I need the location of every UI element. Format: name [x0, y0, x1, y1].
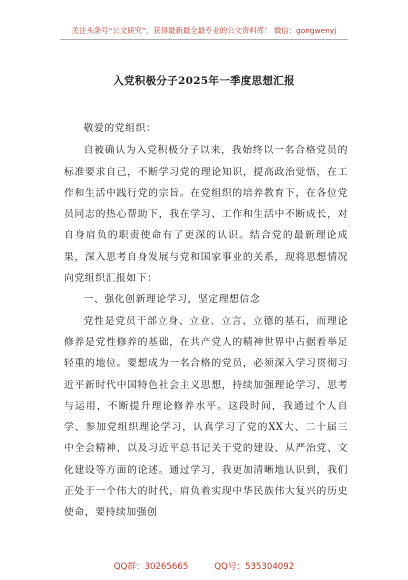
- section-paragraph: 党性是党员干部立身、立业、立言、立德的基石，而理论修养是党性修养的基础，在共产党人的精神世界中占据着举足轻重的地位。要想成为一名合格的党员，必须深入学习贯彻习近平新时代中国特色社会主义思想，持续加强理论学习、思考与运用，不断提升理论修养水平。这段时间，我通过个人自学、参加党组织理论学习，认真学习了党的XX大、二十届三中全会精神，以及习近平总书记关于党的建设、从严治党、文化建设等方面的论述。通过学习，我更加清晰地认识到，我们正处于一个伟大的时代，肩负着实现中华民族伟大复兴的历史使命，要持续加强创: [64, 315, 348, 519]
- qq-group-number: 30265665: [144, 562, 189, 572]
- salutation: 敬爱的党组织：: [83, 123, 157, 134]
- section-heading: 一、强化创新理论学习，坚定理想信念: [83, 294, 261, 306]
- document-body: [64, 118, 348, 524]
- header-divider: [60, 39, 348, 40]
- qq-number-label: QQ号：: [214, 562, 245, 572]
- qq-group-label: QQ群：: [113, 562, 145, 572]
- footer-contact: [0, 560, 408, 572]
- document-title: 入党积极分子2025年一季度思想汇报: [113, 75, 295, 87]
- qq-number: 535304092: [244, 562, 295, 572]
- intro-paragraph: 自被确认为入党积极分子以来，我始终以一名合格党员的标准要求自己，不断学习党的理论知识，提高政治觉悟，在工作和生活中践行党的宗旨。在党组织的培养教育下，在各位党员同志的热心帮助下，我在学习、工作和生活中不断成长，对自身肩负的职责使命有了更深的认识。结合党的最新理论成果，深入思考自身发展与党和国家事业的关系，现将思想情况向党组织汇报如下：: [64, 145, 348, 285]
- header-notice: 关注头条号“公文研究”，获得最新最全最专业的公文资料库！ 微信：gongwenyj: [71, 26, 337, 35]
